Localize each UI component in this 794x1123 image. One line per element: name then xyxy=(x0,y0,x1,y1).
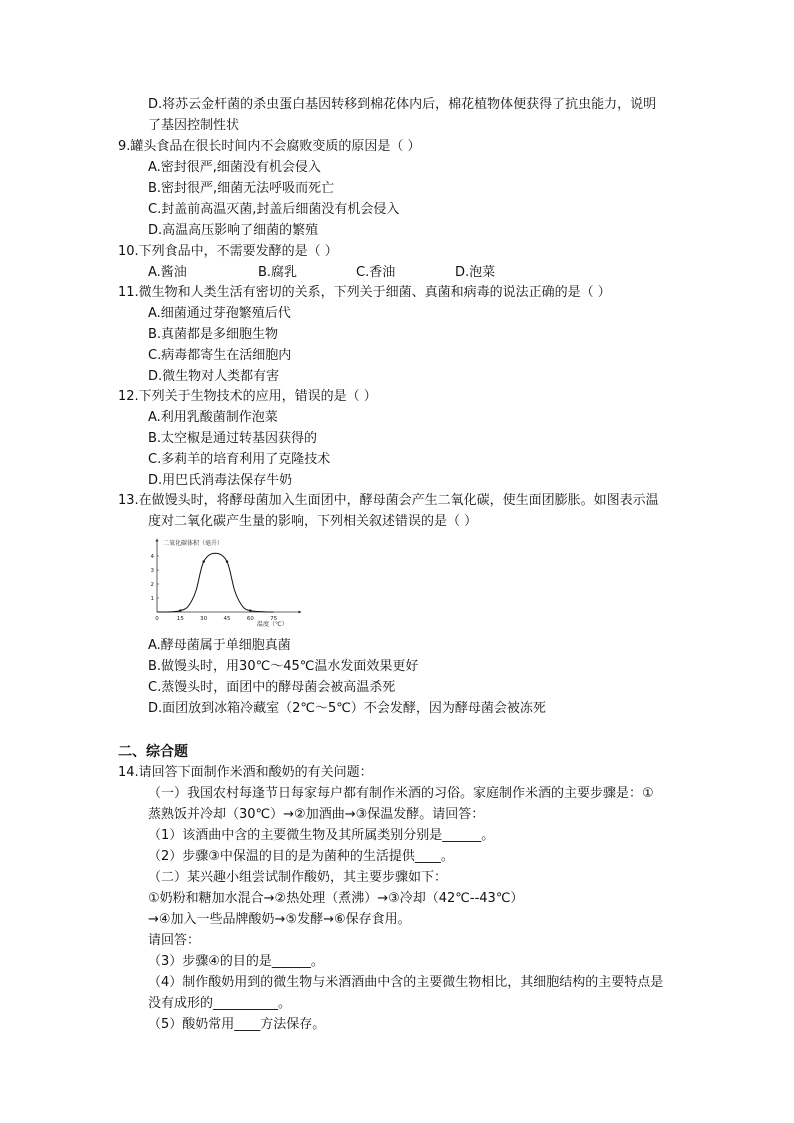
q12-option-c: C.多莉羊的培育利用了克隆技术 xyxy=(148,452,331,467)
q14-sub1: （1）该酒曲中含的主要微生物及其所属类别分别是______。 xyxy=(148,828,495,843)
q14-part1-intro-line1: （一）我国农村每逢节日每家每户都有制作米酒的习俗。家庭制作米酒的主要步骤是：① xyxy=(148,786,654,801)
q14-part1-intro-line2: 蒸熟饭并冷却（30℃）→②加酒曲→③保温发酵。请回答： xyxy=(148,807,485,822)
q8-option-d-line2: 了基因控制性状 xyxy=(148,118,240,133)
q12-option-b: B.太空椒是通过转基因获得的 xyxy=(148,431,318,446)
x-tick-label: 45 xyxy=(223,616,231,622)
q14-sub4-line2: 没有成形的__________。 xyxy=(148,996,292,1011)
q14-sub3: （3）步骤④的目的是______。 xyxy=(148,954,324,969)
q11-option-d: D.微生物对人类都有害 xyxy=(148,369,280,384)
x-axis-label: 温度（℃） xyxy=(257,621,288,628)
q13-option-a: A.酵母菌属于单细胞真菌 xyxy=(148,638,291,653)
q9-stem: 9.罐头食品在很长时间内不会腐败变质的原因是（ ） xyxy=(118,139,421,154)
q11-option-b: B.真菌都是多细胞生物 xyxy=(148,327,279,342)
data-point xyxy=(202,560,204,562)
q10-option-a: A.酱油 xyxy=(148,265,187,280)
data-point xyxy=(249,609,251,611)
co2-curve-series xyxy=(157,553,274,612)
section-title-comprehensive: 二、综合题 xyxy=(118,744,188,760)
q13-stem-line1: 13.在做馒头时，将酵母菌加入生面团中，酵母菌会产生二氧化碳，使生面团膨胀。如图表示温 xyxy=(118,493,659,508)
q12-option-a: A.利用乳酸菌制作泡菜 xyxy=(148,410,278,425)
q14-part2-steps-line1: ①奶粉和糖加水混合→②热处理（煮沸）→③冷却（42℃--43℃） xyxy=(148,891,524,906)
q12-stem: 12.下列关于生物技术的应用，错误的是（ ） xyxy=(118,389,377,404)
x-tick-label: 0 xyxy=(155,616,159,622)
q9-option-d: D.高温高压影响了细菌的繁殖 xyxy=(148,223,319,238)
q13-option-c: C.蒸馒头时，面团中的酵母菌会被高温杀死 xyxy=(148,680,396,695)
q11-stem: 11.微生物和人类生活有密切的关系，下列关于细菌、真菌和病毒的说法正确的是（ ） xyxy=(118,285,611,300)
y-tick-label: 1 xyxy=(150,596,154,602)
q10-option-b: B.腐乳 xyxy=(258,265,298,280)
q13-stem-line2: 度对二氧化碳产生量的影响，下列相关叙述错误的是（ ） xyxy=(148,514,478,529)
x-tick-label: 75 xyxy=(270,616,278,622)
q12-option-d: D.用巴氏消毒法保存牛奶 xyxy=(148,473,293,488)
data-point xyxy=(179,609,181,611)
q10-option-d: D.泡菜 xyxy=(455,265,496,280)
y-axis-label: 二氧化碳体积（毫升） xyxy=(163,540,224,547)
co2-temperature-chart xyxy=(145,534,305,630)
y-tick-label: 4 xyxy=(150,554,154,560)
q14-part2-intro: （二）某兴趣小组尝试制作酸奶，其主要步骤如下： xyxy=(148,870,448,885)
q13-option-b: B.做馒头时，用30℃～45℃温水发面效果更好 xyxy=(148,659,419,674)
q13-option-d: D.面团放到冰箱冷藏室（2℃～5℃）不会发酵，因为酵母菌会被冻死 xyxy=(148,701,546,716)
q11-option-c: C.病毒都寄生在活细胞内 xyxy=(148,348,292,363)
q8-option-d-line1: D.将苏云金杆菌的杀虫蛋白基因转移到棉花体内后，棉花植物体便获得了抗虫能力，说明 xyxy=(148,97,657,112)
q14-sub5: （5）酸奶常用____方法保存。 xyxy=(148,1017,326,1032)
q9-option-b: B.密封很严,细菌无法呼吸而死亡 xyxy=(148,181,335,196)
q14-part2-steps-line2: →④加入一些品牌酸奶→⑤发酵→⑥保存食用。 xyxy=(148,912,411,927)
q14-stem: 14.请回答下面制作米酒和酸奶的有关问题： xyxy=(118,765,373,780)
x-tick-label: 30 xyxy=(200,616,208,622)
y-tick-label: 3 xyxy=(150,568,154,574)
x-tick-label: 15 xyxy=(176,616,184,622)
q14-please-answer: 请回答： xyxy=(148,933,201,948)
q11-option-a: A.细菌通过芽孢繁殖后代 xyxy=(148,306,291,321)
x-tick-label: 60 xyxy=(246,616,254,622)
q14-sub4-line1: （4）制作酸奶用到的微生物与米酒酒曲中含的主要微生物相比，其细胞结构的主要特点是 xyxy=(148,975,664,990)
q9-option-a: A.密封很严,细菌没有机会侵入 xyxy=(148,160,321,175)
q14-sub2: （2）步骤③中保温的目的是为菌种的生活提供____。 xyxy=(148,849,454,864)
data-point xyxy=(226,560,228,562)
q10-option-c: C.香油 xyxy=(356,265,396,280)
q10-stem: 10.下列食品中，不需要发酵的是（ ） xyxy=(118,244,338,259)
y-tick-label: 2 xyxy=(150,582,154,588)
y-tick-labels xyxy=(151,554,160,602)
q9-option-c: C.封盖前高温灭菌,封盖后细菌没有机会侵入 xyxy=(148,202,400,217)
